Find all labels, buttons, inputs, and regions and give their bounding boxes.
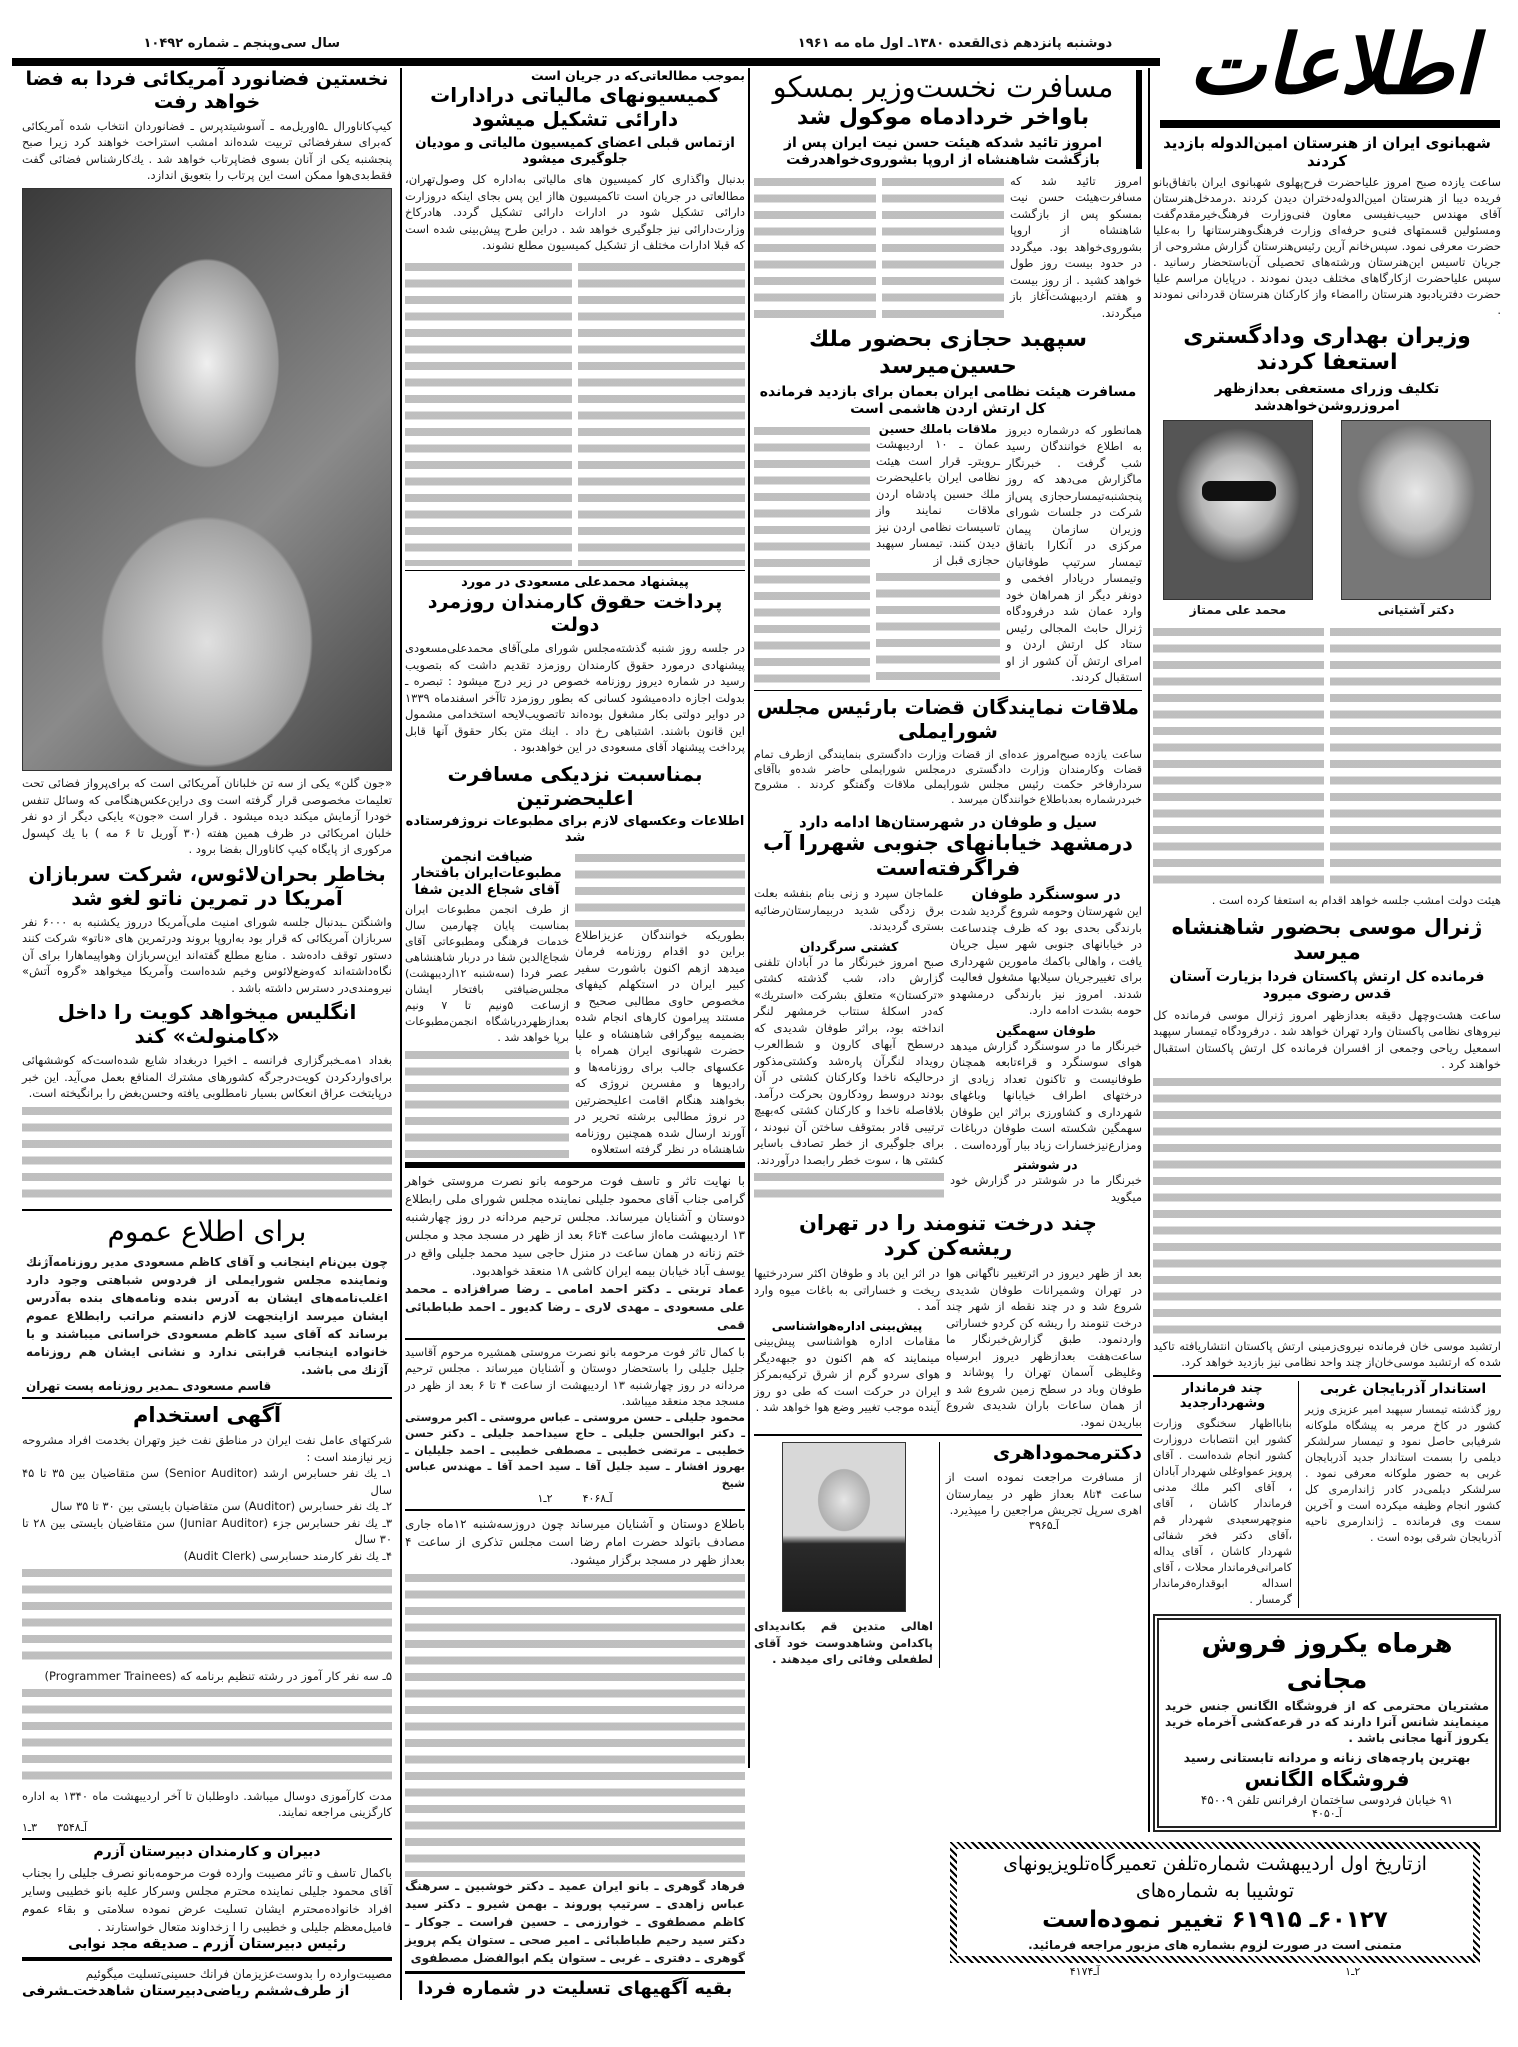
- ad-toshiba-repair: [950, 1842, 1480, 1963]
- obituary-notice-3: [405, 1515, 745, 1569]
- headline: سپهبد حجازی بحضور ملك حسین‌میرسد: [809, 327, 1087, 379]
- condolence-body: مصیبت‌وارده را بدوست‌عزیزمان فرانك حسینی‌تسلیت میگوئیم: [85, 1967, 392, 1982]
- article-body: در اثر این باد و طوفان اکثر سردرختیها ریخت و خساراتی به باغات میوه وارد آمد .: [754, 1266, 940, 1314]
- article-closing: ارتشبد موسی خان فرمانده نیروی‌زمینی ارتش پاکستان انتشاریافته تاکید شده که ارتشبد موسی‌خان‌از چند واحد نظامی نیز بازدید خواهد کرد.: [1153, 1338, 1501, 1370]
- ad-body: از مسافرت مراجعت نموده است از ساعت ۴تا۸ بعداز ظهر در بیمارستان اهری سرپل تجریش مراجعین را میپذیرد.: [946, 1470, 1143, 1518]
- headline: دبیران و کارمندان دبیرستان آزرم: [93, 1843, 321, 1860]
- article-governor: [1305, 1381, 1501, 1608]
- newspaper-logo: اطلاعات: [1188, 18, 1477, 113]
- section-rule: [754, 1434, 1142, 1436]
- column-divider: [1298, 1381, 1299, 1608]
- headline: مسافرت نخست‌وزیر بمسکو: [772, 70, 1114, 104]
- trees-column-left: [754, 1265, 940, 1430]
- article-hejazi: [754, 327, 1142, 685]
- article-body: بنابااظهار سخنگوی وزارت کشور این انتصابات دروزارت کشور انجام شده‌است . آقای پرویز عمواوغلی شهردار آبادان ، آقای اکبر ملك مدنی فرماندار کاشان ، آقای منوچهرسعیدی شهردار قم ،آقای دکتر فخر شفائی شهردار کاشان ، آقای یداله کامرانی‌فرماندار محلات ، آقای اسداله ابوقداره‌فرماندار گرمسار .: [1153, 1417, 1292, 1606]
- ad-toshiba-wrapper: [950, 1842, 1480, 1978]
- article-body-text: [754, 173, 876, 322]
- article-queen-visit: [1153, 134, 1501, 318]
- hejazi-subsection: [876, 422, 1000, 686]
- ad-codes: [950, 1965, 1480, 1978]
- article-body: خبرنگار ما در سوسنگرد گزارش میدهد هوای سوسنگرد و قراءتابعه همچنان طوفانیست و تاکنون تعداد زیادی از درختهای اطراف خیابانها وباغهای شهرداری و کشاورزی براثر این طوفان سهمگین شکسته است طوفان درباغات ومزارع‌نیزخسارات زیاد ببار آورده‌است .: [950, 1038, 1142, 1152]
- obituary-text: [405, 1569, 745, 1877]
- ad-phone-numbers: ۶۰۱۲۷ـ ۶۱۹۱۵ تغییر نموده‌است: [1042, 1906, 1388, 1933]
- article-body-text: [754, 422, 870, 686]
- portrait-row: [1153, 420, 1501, 617]
- article-body-text: [1330, 623, 1501, 888]
- section-rule: [22, 1397, 392, 1399]
- ad-employment: [22, 1403, 392, 1564]
- headline: چند درخت تنومند را در تهران: [798, 1211, 1098, 1236]
- section-rule: [22, 1209, 392, 1211]
- subsection-body: عمان ـ ۱۰ اردیبهشت ـرویترـ قرار است هیئت نظامی ایران باعلیحضرت ملك حسین پادشاه اردن ملاقات نمایند واز تاسیسات نظامی اردن نیز دیدن کنند. تیمسار سپهبد حجازی قبل از: [876, 437, 1000, 567]
- article-body: خبرنگار ما در شوشتر در گزارش خود میگوید: [950, 1173, 1142, 1204]
- mid-left-column: [405, 68, 745, 2000]
- headline: استاندار آذربایجان غربی: [1319, 1380, 1487, 1397]
- headline: انگلیس میخواهد کویت را داخل «کامنولث» کند: [57, 1000, 357, 1049]
- condolence-signature: از طرف‌ششم ریاضی‌دبیرستان شاهدخت‌ـشرفی: [22, 1983, 350, 2000]
- portrait-photo-ashtiani: [1341, 420, 1491, 600]
- section-rule: [22, 1838, 392, 1840]
- article-body: ساعت یازده صبح امروز علیاحضرت فرح‌پهلوی شهبانوی ایران باتفاق‌بانو فریده دیبا از هنرستان امین‌الدوله‌دختران دیدن کردند .درمدخل‌هنرستان آقای مهندس حبیب‌نفیسی معاون فنی‌وزارت فرهنگ‌خیرمقدم‌گفت ومسئولین قسمتهای فنی‌و حرفه‌ای وزارت فرهنگ‌وهنرستانها را به‌علیا حضرت معرفی نمود. سپس‌خانم آرین رئیس‌هنرستان گزارش مشروحی از جریان تاسیس این‌هنرستان ورشته‌های تحصیلی آن‌باستحضار رسانید . سپس علیاحضرت ازکارگاهای مختلف دیدن نمودند . درپایان مراسم علیا حضرت دفتریادبود هنرستان راامضاء واز کارکنان هنرستان قدردانی نمودند .: [1153, 175, 1501, 317]
- notice-public-information: [22, 1215, 392, 1393]
- subheadline: اطلاعات وعکسهای لازم برای مطبوعات نروژفرستاده شد: [405, 813, 745, 845]
- column-divider: [1148, 68, 1150, 1832]
- headline: آگهی استخدام: [132, 1402, 282, 1427]
- photo-caption: دکتر آشتیانی: [1377, 603, 1455, 618]
- article-laos-crisis: [22, 862, 392, 997]
- headline: ضیافت انجمن مطبوعات‌ایران بافتخار آقای شجاع الدین شفا: [412, 849, 562, 898]
- subsection-title: در شوشتر: [1014, 1157, 1078, 1173]
- article-body-text: [405, 258, 572, 566]
- subsection-title: در سوسنگرد طوفان: [971, 885, 1121, 904]
- section-rule: [754, 690, 1142, 691]
- article-body-text: [1153, 1073, 1501, 1338]
- article-body: بغداد ۱مه‌ـخبرگزاری فرانسه ـ اخیرا دربغداد شایع شده‌است‌که کوششهائی برای‌واردکردن کویت‌درجرگه کشورهای مشترك المنافع بعمل می‌آید. این خبر درپایتخت عراق انعکاس بسیار نامطلوبی یافته وحسن‌بغض را برانگیخته است.: [22, 1053, 392, 1101]
- headline: نخستین فضانورد آمریکائی فردا به فضا خواهد رفت: [25, 68, 389, 113]
- ad-code: ۳ـ۱: [22, 1820, 38, 1834]
- ad-code: ۲ـ۱: [537, 1492, 553, 1506]
- article-judges-meeting: [754, 695, 1142, 807]
- ad-doctor-ahari: [946, 1442, 1142, 1668]
- ad-store-name: فروشگاه الگانس: [1244, 1767, 1410, 1791]
- hejazi-body-columns: [754, 422, 1142, 686]
- article-body: این شهرستان وحومه شروع گردید شدت بارندگی بحدی بود که ظرف چندساعت در خیابانهای جنوبی شهر سیل جریان یافت ، واهالی باکمك مامورین شهرداری برای تغییرجریان سیلابها مشغول فعالیت شدند. امروز نیز بارندگی درمشهدو حومه بشدت ادامه دارد.: [950, 904, 1142, 1018]
- flood-column-left: [754, 885, 944, 1205]
- ad-line: متمنی است در صورت لزوم بشماره های مزبور مراجعه فرمائید.: [1028, 1938, 1402, 1953]
- article-body: روز گذشته تیمسار سپهبد امیر عزیزی وزیر کشور در کاخ مرمر به پیشگاه ملوکانه شرفیابی حاصل نمود و تیمسار سرلشکر دیلمی را بسمت استاندار جدید آذربایجان غربی به حضور ملوکانه معرفی نمود . سرلشکر دیلمی‌در کادر ژاندارمری کل کشور انجام وظیفه میکرده است و آخرین سمت وی فرمانده ـ ژاندارمری ناحیه آذربایجان شرقی بوده است .: [1305, 1402, 1501, 1544]
- article-closing: هیئت دولت امشب جلسه خواهد اقدام به استعفا کرده است .: [1211, 893, 1501, 908]
- notice-body: چون بین‌نام اینجانب و آقای کاظم مسعودی مدیر روزنامه‌آژنك ونماینده مجلس شورایملی از فردوس شباهتی وجود دارد اغلب‌نامه‌های ایشان به آدرس بنده ونامه‌های بنده به‌آدرس ایشان میرسد ازاینجهت لازم دانستم مراتب رابطلاع عموم برساند که آقای سید کاظم مسعودی خراسانی میباشند و با خانواده اینجانب قرابتی ندارد و نشانی ایشان هم روزنامه آژنك می باشد.: [26, 1254, 388, 1377]
- article-kuwait: [22, 1000, 392, 1102]
- deck: امروز تائید شدکه هیئت حسن نیت ایران پس از بازگشت شاهنشاه از اروپا بشوروی‌خواهدرفت: [783, 135, 1103, 168]
- issue-number: سال سی‌وپنجم ـ شماره ۱۰۴۹۲: [143, 36, 340, 51]
- article-body: علماجان سپرد و زنی بنام بنفشه بعلت برق زدگی شدید دربیمارستان‌رضائیه بستری گردیدند.: [754, 886, 944, 934]
- article-body: در جلسه روز شنبه گذشته‌مجلس شورای ملی‌آقای محمدعلی‌مسعودی پیشنهادی درمورد حقوق کارمندان روزمزد تقدیم داشت که بتصویب رسید در شماره دیروز روزنامه خصوص در زیر درج میشود : تبصره ـ بدولت اجازه داده‌میشود کسانی که بطور روزمزد تاآخر اسفندماه ۱۳۳۹ در دوایر دولتی بکار مشغول بوده‌اند تاتصویب‌لایحه استخدامی مشمول این قانون باشند. اشتباهی رخ داد . اینك متن بکار حقوق آنها قابل پرداخت پیشنهاد آقای مسعودی در این خواهدبود .: [405, 641, 745, 755]
- ad-intro: شرکتهای عامل نفت ایران در مناطق نفت خیز وتهران بخدمت افراد مشروحه زیر نیازمند است :: [22, 1433, 392, 1464]
- condolence-signature: رئیس دبیرستان آزرم ـ صدیقه مجد نوابی: [67, 1936, 347, 1953]
- article-body: امروز تائید شد که مسافرت‌هیئت حسن نیت بمسکو پس از بازگشت شاهنشاه از اروپا بشوروی‌خواهد بود. میگردد در حدود بیست روز طول خواهد کشید . از روز بیست و هفتم اردیبهشت‌آغاز باز میگردند.: [1010, 173, 1142, 320]
- ad-codes: [405, 1492, 745, 1505]
- candidate-notice: اهالی متدین قم بکاندیدای پاکدامن وشاهدوست خود آقای لطفعلی وفائی رای میدهند .: [754, 1619, 933, 1667]
- ad-line: ازتاریخ اول اردیبهشت شماره‌تلفن تعمیرگاه‌تلویزیونهای: [1003, 1853, 1427, 1875]
- trees-body-columns: [754, 1265, 1142, 1430]
- headline: ملاقات نمایندگان قضات بارئیس مجلس شورایملی: [756, 694, 1140, 743]
- section-rule: [405, 1162, 745, 1168]
- article-body: همانطور که درشماره دیروز به اطلاع خوانندگان رسید شب گرفت . خبرنگار ماگزارش می‌دهد که روز پنجشنبه‌تیمسارحجازی پس‌از شرکت در جلسات شورای وزیران سازمان پیمان مرکزی در آنکارا باتفاق تیمسار سرتیپ طوفانیان وتیمسار دریادار افخمی و دونفر دیگر از همراهان خود وارد عمان شد درفرودگاه ژنرال حابث المجالی رئیس ستاد کل ارتش اردن و امرای ارتش آن کشور از او استقبال کردند.: [1006, 422, 1142, 685]
- portrait-ashtiani: [1341, 420, 1491, 617]
- ad-code: آـ۴۰۶۸: [582, 1492, 613, 1506]
- candidate-notice-block: [754, 1442, 933, 1668]
- obituary-names: عماد تربتی ـ دکتر احمد امامی ـ رضا صرافزاده ـ محمد علی مسعودی ـ مهدی لاری ـ رضا کدیور ـ احمد طباطبائی قمی: [405, 1281, 745, 1332]
- right-column: [1153, 134, 1501, 1832]
- subsection-title: کشتی سرگردان: [799, 938, 899, 954]
- article-body: واشنگتن ـبدنبال جلسه شورای امنیت ملی‌آمریکا درروز یکشنبه به ۶۰۰۰ نفر سربازان آمریکائی که قرار بود به‌اروپا بروند ودرتمرین های «ناتو» شرکت کنند دستور توقف داده‌شد . منابع مطلع گفته‌اند این‌سربازان وهواپیماهارا برای آن نگاه‌داشته‌اند که‌وضع‌لائوس وخیم شده‌است وآمریکا میخواهد «گروه آتش» نیرومندی‌در دسترس داشته باشد .: [22, 914, 392, 995]
- column-divider: [939, 1442, 940, 1668]
- article-body-text: [575, 849, 745, 926]
- article-body: کیپ‌کاناورال ـ۵اوریل‌مه ـ آسوشیتدپرس ـ فضانوردان انتخاب شده آمریکائی که‌برای سفرفضائی تربیت شده‌اند امشب استراحت خواهند کرد زیرا صبح پنجشنبه یکی از آنان بسوی فضاپرتاب خواهد شد . یك‌کارشناس فضائی گفت فقط‌بدی‌هوا ممکن است این پرتاب را بتعویق اندازد.: [22, 118, 393, 183]
- notice-signature: قاسم مسعودی ـمدیر روزنامه پست تهران: [26, 1378, 272, 1393]
- article-tax-commissions: [405, 68, 745, 254]
- article-daily-wages: [405, 575, 745, 756]
- article-body-text: [1153, 623, 1324, 888]
- subheadline: مسافرت هیئت نظامی ایران بعمان برای بازدید فرمانده کل ارتش اردن هاشمی است: [759, 384, 1137, 417]
- governor-mayors-row: [1153, 1381, 1501, 1608]
- logo-underline: [1160, 120, 1500, 128]
- portrait-photo-momtaz: [1163, 420, 1313, 600]
- article-body: بعد از ظهر دیروز در اثرتغییر ناگهانی هوا در تهران وشمیرانات طوفان شدیدی شروع شد و در چند نقطه از شهر چند درخت تنومند را ریشه کن کردو خساراتی واردنمود. طبق گزارش‌خبرنگار ما ساعت‌هفت بعدازظهر دیروز ابرسیاه وغلیظی آسمان تهران را پوشاند و طوفان وباد در سطح زمین شروع شد و از همان ساعات باران شدیدی شروع بباریدن نمود.: [946, 1266, 1142, 1429]
- condolence-shahdokht-school: [22, 1965, 392, 2000]
- photo-caption: «جون گلن» یکی از سه تن خلبانان آمریکائی است که برای‌پرواز فضائی تحت تعلیمات مخصوصی قرار گرفته است وی دراین‌عکس‌هنگامی که وسائل تنفس خودرا آزمایش میکند دیده میشود . قرار است «جون» یایکی دیگر از دو نفر خلبان امریکائی در ظرف همین هفته (۳۰ آوریل تا ۶ مه ) با یك کپسول مرکوری از پایگاه کیپ کاناورال بفضا برود .: [22, 776, 393, 857]
- ad-code: آـ۴۰۵۰: [1312, 1807, 1342, 1820]
- ad-headline: هرماه یکروز فروش مجانی: [1201, 1629, 1453, 1695]
- job-details-text: [22, 1684, 392, 1788]
- article-new-mayors: [1153, 1381, 1292, 1608]
- obituary-body: باطلاع دوستان و آشنایان میرساند چون دروزسه‌شنبه ۱۲ماه جاری مصادف باتولد حضرت امام رضا است مجلس تذکری از ساعت ۴ بعداز ظهر در مسجد برگزار میشود.: [405, 1517, 745, 1568]
- article-body: ساعت هشت‌وچهل دقیقه بعدازظهر امروز ژنرال موسی فرمانده کل نیروهای نظامی پاکستان وارد تهران خواهد شد . درفرودگاه تیمسار سپهبد اسمعیل ریاحی وجمعی از افسران فرمانده کل ارتش پاکستان استقبال خواهند کرد .: [1153, 1007, 1501, 1072]
- job-item: ۲ـ یك نفر حسابرس (Auditor) سن متقاضیان بایستی بین ۳۰ تا ۳۵ سال: [50, 1499, 392, 1513]
- ad-tagline: بهترین پارچه‌های زنانه و مردانه تابستانی رسید: [1183, 1750, 1471, 1765]
- portrait-momtaz: [1163, 420, 1313, 617]
- subheadline: فرمانده کل ارتش پاکستان فردا بزیارت آستان قدس رضوی میرود: [1169, 969, 1485, 1003]
- subheadline: ازتماس قبلی اعضای کمیسیون مالیاتی و مودیان جلوگیری میشود: [415, 135, 735, 168]
- article-body-text: [22, 1102, 392, 1206]
- job-details-text: [22, 1564, 392, 1668]
- article-body: صبح امروز خبرنگار ما در آبادان تلفنی گزارش داد، شب گذشته کشتی «ترکستان» متعلق بشرکت «استریك» که‌در اسکلهٔ سنتاب خرمشهر لنگر انداخته بود، براثر طوفان شدیدی که درسطح آبهای کارون و شط‌العرب رویداد لنگرآن پاره‌شد وکشتی‌مذکور درحالیکه ناخدا وکارکنان کشتی در آن بودند دروسط رودکارون بحرکت درآمد. بلافاصله ناخدا و کارکنان کشتی که‌بهیچ ترتیبی قادر بمتوقف ساختن آن نبودند ، برای جلوگیری از خطر تصادف باسایر کشتی ها ، سوت خطر رابصدا درآوردند.: [754, 954, 944, 1167]
- flood-column-right: [950, 885, 1142, 1205]
- section-rule: [22, 1957, 392, 1961]
- astronaut-photo: [22, 188, 392, 772]
- article-body-text: [578, 258, 745, 566]
- headline: شهبانوی ایران از هنرستان امین‌الدوله بازدید کردند: [1163, 134, 1491, 170]
- obituary-notice-1: [405, 1172, 745, 1334]
- condolence-azarm-school: [22, 1844, 392, 1954]
- obituary-names: محمود جلیلی ـ حسن مروستی ـ عباس مروستی ـ اکبر مروستی ـ دکتر ابوالحسن جلیلی ـ حاج سیداحمد جلیلی ـ دکتر حسن خطیبی ـ مرتضی خطیبی ـ مصطفی خطیبی ـ احمد جلیلیان ـ بهروز افشار ـ سید جلیل آقا ـ سید احمد آقا ـ مهندس عباس شیخ: [405, 1410, 745, 1490]
- royal-press-columns: [405, 849, 745, 1157]
- subheadline: تکلیف وزرای مستعفی بعدازظهر امروزروشن‌خواهدشد: [1214, 380, 1440, 414]
- headline: بمناسبت نزدیکی مسافرت اعلیحضرتین: [447, 761, 703, 810]
- headline: چند فرماندار وشهردارجدید: [1179, 1380, 1266, 1412]
- issue-date: دوشنبه پانزدهم ذی‌القعده ۱۳۸۰ـ اول ماه مه ۱۹۶۱: [797, 36, 1113, 51]
- obituary-notice-2: [405, 1344, 745, 1506]
- article-ministers-resign: [1153, 324, 1501, 617]
- ad-code: آـ۴۱۷۴: [1069, 1965, 1100, 1979]
- article-body: مقامات اداره هواشناسی پیش‌بینی مینمایند که هم اکنون دو جبهه‌دیگر هوای سردو گرم از شرق ترکیه‌بمرکز ایران در حرکت است که طی دو روز آینده موجب تغییر وضع هوا خواهد شد .: [754, 1334, 940, 1415]
- obituary-names: فرهاد گوهری ـ بانو ایران عمید ـ دکتر خوشبین ـ سرهنگ عباس زاهدی ـ سرتیپ پوروند ـ بهمن شیرو ـ دکتر سید کاظم مصطفوی ـ خوارزمی ـ حسین فراست ـ جوکار ـ دکتر سید رحیم طباطبائی ـ امیر صحی ـ ستوان یکم پرویز گوهری ـ دفتری ـ غربی ـ ستوان یکم ابوالفضل مصطفوی: [405, 1879, 745, 1966]
- section-rule: [405, 1509, 745, 1511]
- ad-code: ۲ـ۱: [1345, 1965, 1361, 1979]
- mid-right-column: [754, 70, 1142, 1668]
- job-closing: مدت کارآموزی دوسال میباشد. داوطلبان تا آخر اردیبهشت ماه ۱۳۴۰ به اداره کارگزینی مراجعه نمایند.: [22, 1788, 392, 1820]
- column-divider: [400, 68, 402, 2000]
- kicker: پیشنهاد محمدعلی مسعودی در مورد: [461, 575, 689, 591]
- headline-line2: ریشه‌کن کرد: [883, 1236, 1013, 1261]
- section-rule: [1153, 1375, 1501, 1377]
- article-moscow-trip: [754, 70, 1142, 169]
- article-press-banquet: [405, 849, 569, 1157]
- ad-elegance-store: [1153, 1614, 1501, 1832]
- article-floods: [754, 813, 1142, 1205]
- ad-codes: [22, 1821, 392, 1834]
- article-body: بطوریکه خوانندگان عزیزاطلاع براین دو اقدام روزنامه فرمان میدهد ازهم اکنون باشورت سفیر کبیر ایران در استکهلم کیفهای مخصوص حاوی مطالبی صحیح و مستند پیرامون کارهای انجام شده بضمیمه بیوگرافی شاهنشاه و علیا حضرت شهبانوی ایران همراه با عکسهای جالب برای روزنامه‌ها و رادیوها و مفسرین نروژی که بخواهند هنگام اقامت اعلیحضرتین در نروژ مطالبی برشته تحریر در آورند ارسال شده همچنین روزنامه شاهنشاه در نظر گرفته استعلاوه: [575, 927, 745, 1157]
- bottom-ads-row: [754, 1442, 1142, 1668]
- subheadline: باواخر خردادماه موکول شد: [796, 104, 1090, 130]
- headline: پرداخت حقوق کارمندان روزمرد دولت: [427, 590, 723, 636]
- obituary-body: با نهایت تاثر و تاسف فوت مرحومه بانو نصرت مروستی خواهر گرامی جناب آقای محمود جلیلی نماینده مجلس شورای ملی رابطلاع دوستان و آشنایان میرساند. مجلس ترحیم مردانه در روز چهارشنبه ۱۳ اردیبهشت ماه‌از ساعت ۴تا۶ بعد از ظهر در مسجد مجد و مجلس ختم زنانه در همان ساعت در منزل حاجی سید محمد جلیلی واقع در یوسف آباد خیابان بیمه ایران کاشی ۱۸ منعقد خواهدبود.: [405, 1173, 745, 1278]
- headline: کمیسیونهای مالیاتی درادارات دارائی تشکیل میشود: [430, 83, 720, 131]
- article-body: بدنبال واگذاری کار کمیسیون های مالیاتی به‌اداره کل وصول‌تهران، مطالعاتی در جریان است تاکمیسیون هااز این پس بجای اینکه دروزارت دارائی تشکیل شود در ادارات دارائی تشکیل گردد. هادرکاخ وزارت‌دارائی نیز جلوگیری خواهد شد . دراین طرح پیش‌بینی شده است که قبلا ادارات مختلف از تشکیل کمیسیون مطلع نشوند.: [405, 172, 745, 253]
- more-condolences-notice: بقیه آگهیهای تسلیت در شماره فردا: [417, 1978, 733, 2000]
- article-body-text: [876, 568, 1000, 686]
- headline: وزیران بهداری ودادگستری استعفا کردند: [1183, 324, 1471, 376]
- job-item: ۴ـ یك نفر کارمند حسابرسی (Audit Clerk): [183, 1548, 392, 1563]
- article-body: ساعت یازده صبح‌امروز عده‌ای از قضات وزارت دادگستری بنمایندگی ازطرف تمام قضات وکارمندان وزارت دادگستری درمجلس شورایملی حاضر شده‌و باآقای سردارفاخر حکمت رئیس مجلس شورایملی ملاقات وگفتگو کردند . مشروح خبردرشماره بعدباطلاع خوانندگان میرسد .: [754, 747, 1142, 806]
- section-rule: [405, 1338, 745, 1340]
- headline: ژنرال موسی بحضور شاهنشاه میرسد: [1171, 914, 1483, 965]
- article-body-text: [405, 1046, 569, 1158]
- article-general-musa: [1153, 915, 1501, 1073]
- obituary-body: با کمال تاثر فوت مرحومه بانو نصرت مروستی همشیره مرحوم آقاسید جلیل جلیلی را باستحضار دوستان و آشنایان میرساند . مجلس ترحیم مردانه در روز چهارشنبه ۱۳ اردیبهشت از ساعت ۴ تا ۶ بعد از ظهر در مسجد مجد منعقد میباشد.: [405, 1344, 745, 1409]
- subsection-title: ملاقات باملك حسین: [878, 421, 998, 436]
- headline: بخاطر بحران‌لائوس، شرکت سربازان آمریکا در تمرین ناتو لغو شد: [28, 861, 386, 910]
- kicker: بموجب مطالعاتی‌که در جریان است: [530, 68, 745, 83]
- royal-trip-body-column: [575, 849, 745, 1157]
- ad-headline: دکترمحموداهری: [992, 1442, 1142, 1465]
- job-item: ۳ـ یك نفر حسابرس جزء (Juniar Auditor) سن متقاضیان بایستی بین ۲۸ تا ۳۰ سال: [22, 1515, 392, 1546]
- section-rule: [405, 1971, 745, 1974]
- article-trees-uprooted: [754, 1211, 1142, 1430]
- ad-code: آـ۳۹۶۵: [1029, 1518, 1059, 1532]
- flood-body-columns: [754, 885, 1142, 1205]
- ad-address: ۹۱ خیابان فردوسی ساختمان ارفرانس تلفن ۴۵۰۰۹: [1200, 1793, 1454, 1807]
- condolence-body: باکمال تاسف و تاثر مصیبت وارده فوت مرحومه‌بانو نصرف جلیلی را بجناب آقای محمود جلیلی نماینده محترم مجلس وسرکار علیه بانو خطیبی وسایر افراد خانواده‌محترم ایشان تسلیت عرض نموده سلامتی و بقاء عموم فامیل‌معظم جلیلی و خطیبی را ا زخداوند متعال خواستارند .: [22, 1866, 392, 1935]
- job-item: ۱ـ یك نفر حسابرس ارشد (Senior Auditor) سن متقاضیان بین ۳۵ تا ۴۵ سال: [22, 1466, 393, 1497]
- ad-body: مشتریان محترمی که از فروشگاه الگانس جنس خرید مینمایند شانس آنرا دارند که در قرعه‌کشی آخرماه خرید یکروز آنها مجانی باشد .: [1165, 1699, 1489, 1745]
- headline: برای اطلاع عموم: [107, 1215, 307, 1249]
- left-column: [22, 68, 392, 2000]
- section-rule: [405, 570, 745, 571]
- job-item: ۵ـ سه نفر کار آموز در رشته تنظیم برنامه که (Programmer Trainees): [44, 1668, 392, 1683]
- column-divider: [748, 68, 750, 1768]
- article-body-text: [754, 1168, 944, 1205]
- candidate-portrait-photo: [782, 1442, 906, 1612]
- headline: درمشهد خیابانهای جنوبی شهررا آب فراگرفته‌است: [763, 830, 1133, 880]
- ad-code: آـ۳۵۴۸: [57, 1820, 87, 1834]
- moscow-body-columns: [754, 173, 1142, 322]
- photo-caption: محمد علی ممتاز: [1189, 603, 1287, 618]
- article-body-columns: [405, 258, 745, 566]
- article-body-text: [882, 173, 1004, 322]
- ad-line: توشیبا به شماره‌های: [1135, 1879, 1295, 1902]
- article-body: از طرف انجمن مطبوعات ایران بمناسبت پایان چهارمین سال خدمات فرهنگی ومطبوعاتی آقای شجاع‌الدین شفا در دربار شاهنشاهی عصر فردا (سه‌شنبه ۱۲اردیبهشت) مجلس‌ضیافتی بافتخار ایشان ازساعت ۵ونیم تا ۷ ونیم بعدازظهردرباشگاه انجمن‌مطبوعات برپا خواهد شد .: [405, 902, 569, 1044]
- article-body-columns: [1153, 623, 1501, 888]
- article-first-astronaut: [22, 68, 392, 184]
- kicker: سیل و طوفان در شهرستان‌ها ادامه دارد: [799, 812, 1097, 831]
- subsection-title: طوفان سهمگین: [995, 1022, 1097, 1038]
- subsection-title: پیش‌بینی اداره‌هواشناسی: [771, 1318, 923, 1333]
- article-royal-trip: [405, 762, 745, 845]
- masthead-rule: [12, 58, 1160, 66]
